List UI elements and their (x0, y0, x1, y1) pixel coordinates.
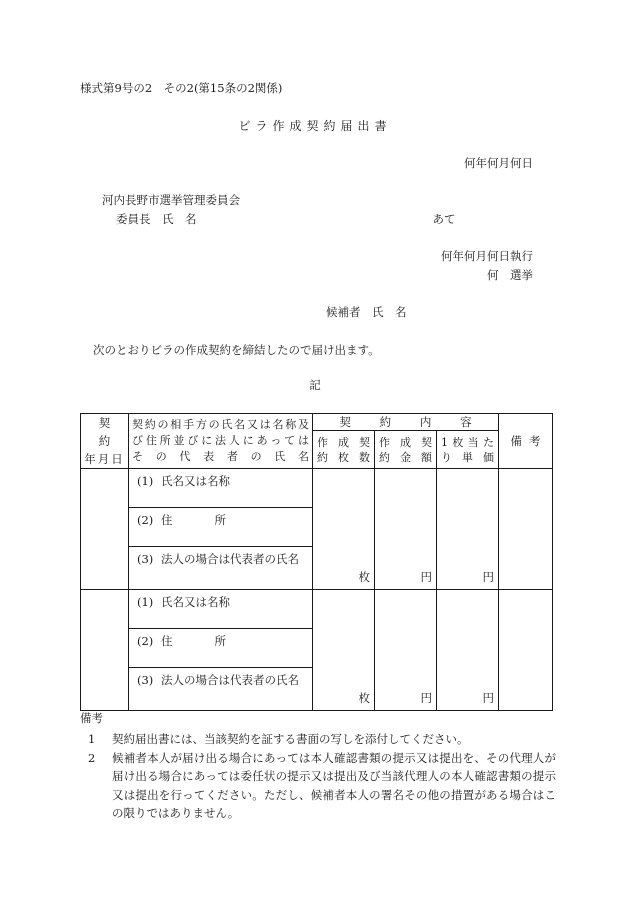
item-label: 法人の場合は代表者の氏名 (161, 673, 299, 687)
header-contract-date (81, 414, 129, 469)
table-row (81, 590, 553, 711)
submission-date: 何年何月何日 (464, 156, 533, 170)
item-number: (3) (137, 673, 154, 687)
header-party (129, 414, 313, 469)
header-contract-count (313, 431, 375, 469)
header-sub-line: 1枚当た (441, 435, 495, 449)
header-sub-line: 約金額 (379, 450, 432, 464)
notes-list (80, 730, 556, 823)
election-date: 何年何月何日執行 (441, 249, 533, 263)
party-cell (129, 590, 313, 711)
note-number: 1 (88, 732, 96, 746)
unit-yen: 円 (420, 691, 432, 705)
unit-yen: 円 (482, 691, 495, 705)
party-representative-field[interactable] (129, 547, 312, 589)
party-cell (129, 469, 313, 590)
addressee-committee: 河内長野市選挙管理委員会 (102, 193, 240, 207)
header-sub-line: 作成契 (317, 435, 370, 449)
header-contract-char: 約 (379, 415, 392, 429)
note-number: 2 (88, 750, 96, 765)
party-name-field[interactable] (129, 590, 312, 629)
note-item (80, 730, 556, 749)
contract-amount-cell[interactable] (375, 469, 437, 590)
note-item (80, 749, 556, 823)
header-contract-char: 内 (419, 415, 432, 429)
header-unit-price (437, 431, 499, 469)
contract-date-cell[interactable] (81, 590, 129, 711)
header-contract-char: 容 (460, 415, 472, 429)
item-number: (2) (137, 513, 154, 527)
party-address-field[interactable] (129, 508, 312, 547)
header-date-char-1: 契 (98, 416, 111, 430)
header-sub-line: 約枚数 (317, 450, 370, 464)
item-number: (1) (137, 474, 154, 488)
contract-amount-cell[interactable] (375, 590, 437, 711)
item-label: 所 (214, 513, 226, 527)
header-date-char-2: 約 (98, 434, 111, 448)
header-party-line: び住所並びに法人にあっては (132, 434, 309, 447)
unit-price-cell[interactable] (437, 590, 499, 711)
note-text: 契約届出書には、当該契約を証する書面の写しを添付してください。 (112, 732, 469, 746)
header-memo (499, 414, 553, 469)
item-number: (3) (137, 552, 154, 566)
header-party-line: その代表者の氏名 (132, 450, 309, 463)
unit-sheets: 枚 (358, 570, 370, 584)
contract-table (80, 413, 553, 711)
party-address-field[interactable] (129, 629, 312, 668)
addressee-chairman (116, 212, 456, 226)
unit-sheets: 枚 (358, 691, 370, 705)
item-label: 氏名又は名称 (161, 474, 230, 488)
item-label: 所 (214, 634, 226, 648)
header-sub-line: り単価 (441, 450, 495, 464)
header-contract-content (313, 414, 499, 431)
contract-count-cell[interactable] (313, 590, 375, 711)
item-label: 住 (161, 513, 173, 527)
item-label: 氏名又は名称 (161, 595, 230, 609)
contract-date-cell[interactable] (81, 469, 129, 590)
ki-heading: 記 (309, 378, 321, 392)
candidate-name: 候補者 氏 名 (326, 305, 407, 319)
note-text: 候補者本人が届け出る場合にあっては本人確認書類の提示又は提出を、その代理人が届け出る場合にあっては委任状の提示又は提出及び当該代理人の本人確認書類の提示又は提出を行ってください。ただし、候補者本人の署名その他の措置がある場合はこの限りではありません。 (112, 750, 556, 821)
notes-heading: 備考 (80, 711, 103, 725)
unit-yen: 円 (482, 570, 495, 584)
header-date-line-2: 年月日 (84, 452, 125, 466)
party-name-field[interactable] (129, 469, 312, 508)
item-number: (1) (137, 595, 154, 609)
header-contract-amount (375, 431, 437, 469)
addressee-suffix: あて (432, 212, 456, 226)
form-number: 様式第9号の2 その2(第15条の2関係) (80, 81, 283, 95)
intro-text: 次のとおりビラの作成契約を締結したので届け出ます。 (93, 343, 380, 357)
memo-cell[interactable] (499, 590, 553, 711)
header-party-line: 契約の相手方の氏名又は名称及 (132, 418, 309, 431)
table-row (81, 469, 553, 590)
unit-price-cell[interactable] (437, 469, 499, 590)
header-memo-char: 考 (529, 434, 541, 448)
memo-cell[interactable] (499, 469, 553, 590)
contract-count-cell[interactable] (313, 469, 375, 590)
addressee-role: 委員長 氏 名 (116, 212, 197, 226)
header-memo-char: 備 (510, 434, 523, 448)
header-contract-char: 契 (339, 415, 351, 429)
item-label: 法人の場合は代表者の氏名 (161, 552, 299, 566)
item-label: 住 (161, 634, 173, 648)
header-sub-line: 作成契 (379, 435, 432, 449)
document-title: ビラ作成契約届出書 (238, 119, 392, 133)
party-representative-field[interactable] (129, 668, 312, 710)
election-name: 何 選挙 (487, 268, 533, 282)
item-number: (2) (137, 634, 154, 648)
unit-yen: 円 (420, 570, 432, 584)
